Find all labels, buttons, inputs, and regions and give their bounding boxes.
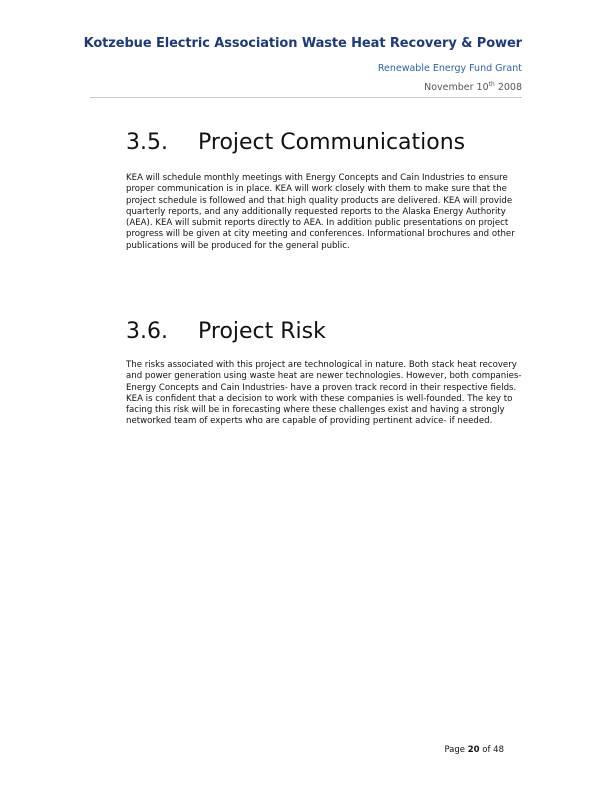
page-footer: [444, 745, 504, 755]
section-body: KEA will schedule monthly meetings with Energy Concepts and Cain Industries to ensure proper communication is in place. KEA will work closely with them to make sure that the project schedule is followed and that high quality products are delivered. KEA will provide quarterly reports, and any additionally requested reports to the Alaska Energy Authority (AEA). KEA will submit reports directly to AEA. In addition public presentations on project progress will be given at city meeting and conferences. Informational brochures and other publications will be produced for the general public.: [126, 173, 515, 251]
date-prefix: November 10: [424, 82, 489, 93]
document-title: Kotzebue Electric Association Waste Heat Recovery & Power: [83, 36, 522, 51]
section-number: 3.5.: [126, 130, 168, 155]
section-heading: [126, 316, 522, 348]
section-body: The risks associated with this project are technological in nature. Both stack heat recovery and power generation using waste heat are newer technologies. However, both companies- Energy Concepts and Cain Industries- have a proven track record in their respective fields. KEA is confident that a decision to work with these companies is well-founded. The key to facing this risk will be in forecasting where these challenges exist and having a strongly networked team of experts who are capable of providing pertinent advice- if needed.: [126, 360, 522, 427]
date-year: 2008: [494, 82, 522, 93]
page-label: Page: [444, 745, 468, 755]
section-title: Project Communications: [198, 130, 466, 155]
section-title: Project Risk: [198, 319, 326, 344]
page-header: [84, 36, 522, 93]
date-suffix: th: [488, 80, 495, 88]
document-subtitle: Renewable Energy Fund Grant: [377, 63, 522, 74]
section-number: 3.6.: [126, 319, 168, 344]
page-number: 20: [467, 745, 480, 755]
document-date: [84, 82, 522, 93]
section-project-communications: [126, 127, 522, 261]
section-project-risk: [126, 316, 522, 436]
header-divider: [90, 97, 522, 98]
section-heading: [126, 127, 522, 159]
total-pages: 48: [493, 745, 504, 755]
of-label: of: [479, 745, 494, 755]
